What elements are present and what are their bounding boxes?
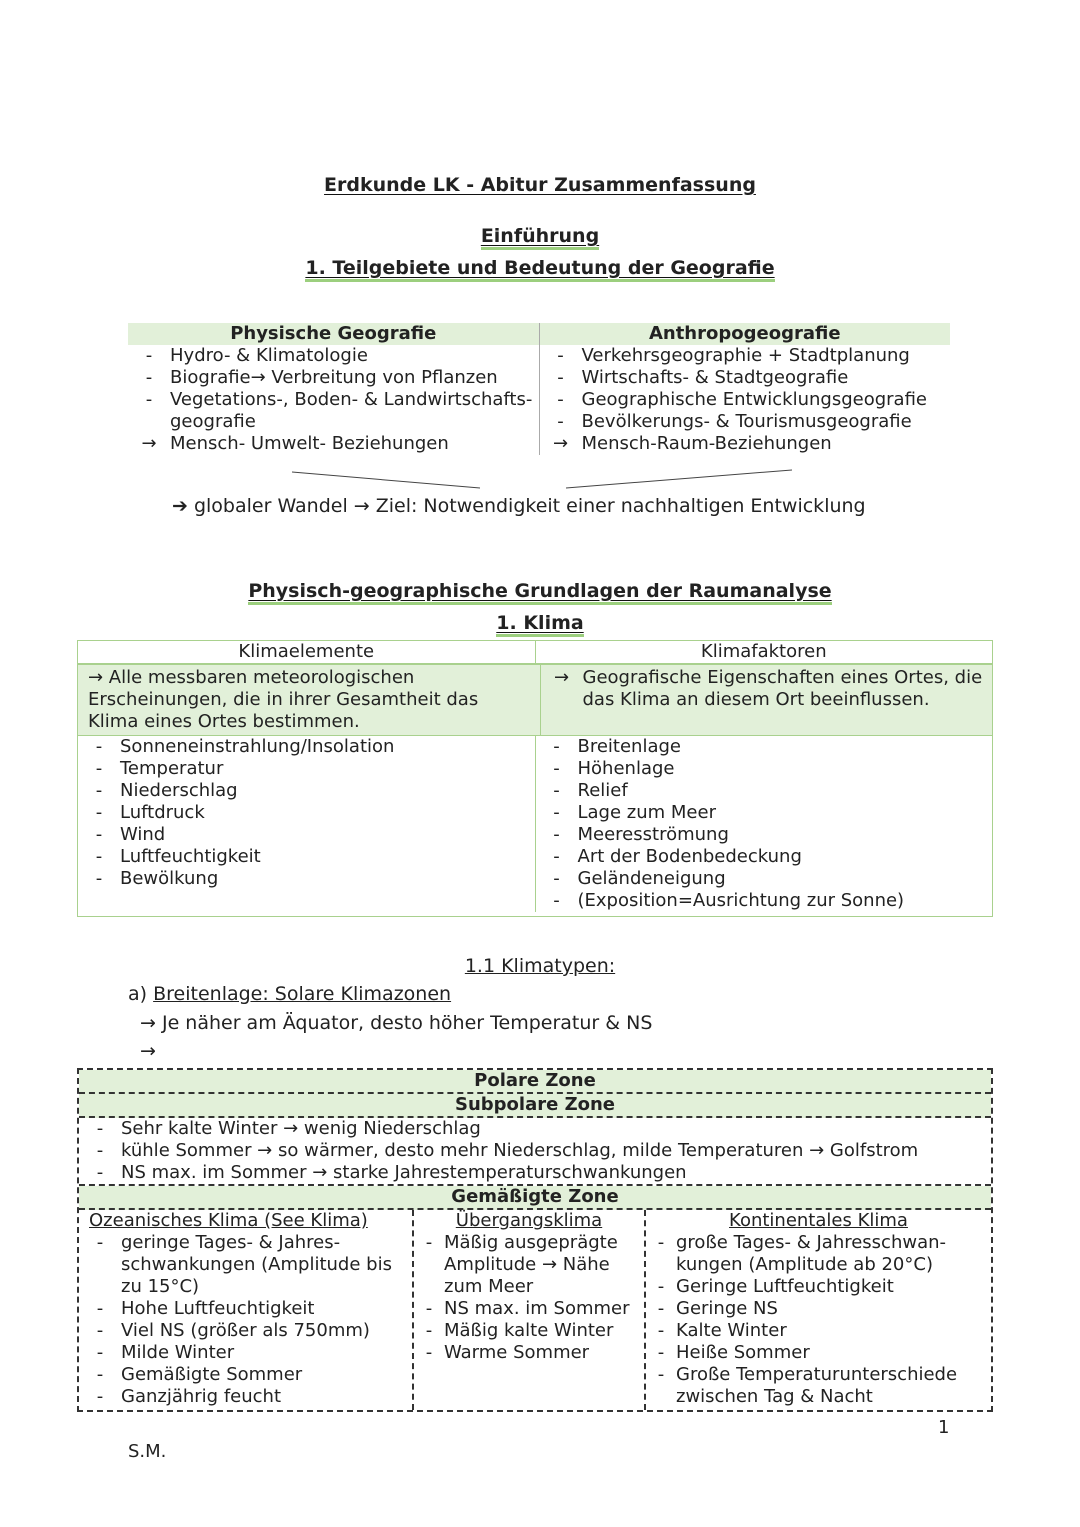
list-item [79, 1342, 412, 1364]
bullet-mark: - [553, 802, 560, 823]
list-item-text: Vegetations-, Boden- & Landwirtschafts- [170, 389, 533, 410]
list-item-text: Luftfeuchtigkeit [120, 846, 261, 867]
physical-geography-header: Physische Geografie [230, 323, 437, 344]
document-title: Erdkunde LK - Abitur Zusammenfassung [324, 174, 756, 196]
bullet-mark: - [95, 780, 103, 801]
list-item [78, 736, 535, 758]
list-item-text: Niederschlag [120, 780, 238, 801]
oceanic-climate-title: Ozeanisches Klima (See Klima) [89, 1210, 368, 1231]
bullet-mark: - [425, 1298, 433, 1319]
climate-factors-header: Klimafaktoren [700, 641, 827, 662]
human-geography-header: Anthropogeografie [539, 323, 951, 345]
list-item [536, 824, 993, 846]
list-item-text: Wind [120, 824, 166, 845]
bullet-mark: - [95, 802, 103, 823]
list-item [79, 1386, 412, 1408]
list-item-text: Warme Sommer [444, 1342, 590, 1363]
bullet-mark: - [96, 1320, 104, 1341]
list-item-text: Wirtschafts- & Stadtgeografie [581, 367, 849, 388]
list-item-text: Breitenlage [577, 736, 681, 757]
list-item [78, 802, 535, 824]
bullet-mark: - [557, 367, 564, 388]
list-item [646, 1232, 991, 1254]
list-item-text: Luftdruck [120, 802, 205, 823]
bullet-mark [79, 1254, 121, 1276]
bullet-mark: - [96, 1118, 104, 1139]
list-item-text: Geringe NS [676, 1298, 778, 1319]
climate-factors-definition: Geografische Eigenschaften eines Ortes, die das Klima an diesem Ort beeinflussen. [582, 667, 983, 710]
bullet-mark: - [557, 411, 564, 432]
transitional-climate-title: Übergangsklima [455, 1210, 603, 1231]
list-item-text: Ganzjährig feucht [121, 1386, 282, 1407]
list-item-text: Meeresströmung [577, 824, 729, 845]
list-item-text: Kalte Winter [676, 1320, 787, 1341]
continental-climate-title: Kontinentales Klima [729, 1210, 908, 1231]
list-item [536, 868, 993, 890]
climate-types-heading: 1.1 Klimatypen: [464, 955, 616, 977]
list-item-text: große Tages- & Jahresschwan- [676, 1232, 947, 1253]
bullet-mark: - [553, 868, 560, 889]
list-item-text: Biografie→ Verbreitung von Pflanzen [170, 367, 498, 388]
list-item-text: Hydro- & Klimatologie [170, 345, 368, 366]
climate-elements-definition: → Alle messbaren meteorologischen Erscheinungen, die in ihrer Gesamtheit das Klima eines Ortes bestimmen. [78, 665, 541, 735]
climate-heading: 1. Klima [0, 612, 1080, 634]
list-item-text: Sonneneinstrahlung/Insolation [120, 736, 395, 757]
transitional-climate-column [414, 1210, 646, 1410]
temperate-zone-header: Gemäßigte Zone [79, 1186, 991, 1210]
list-item [536, 846, 993, 868]
list-item [78, 846, 535, 868]
latitude-note: → Je näher am Äquator, desto höher Temperatur & NS [140, 1012, 653, 1034]
list-item [414, 1342, 644, 1364]
list-item-text: NS max. im Sommer → starke Jahrestemperaturschwankungen [121, 1162, 687, 1183]
list-item-text: geringe Tages- & Jahres- [121, 1232, 341, 1253]
list-item-text: zu 15°C) [121, 1276, 200, 1297]
list-item [79, 1118, 991, 1140]
list-item-text: Geländeneigung [577, 868, 726, 889]
list-item-text: Gemäßigte Sommer [121, 1364, 303, 1385]
bullet-mark [79, 1276, 121, 1298]
bullet-mark: - [553, 736, 560, 757]
section2-heading: Physisch-geographische Grundlagen der Raumanalyse [0, 580, 1080, 602]
list-item-text: Viel NS (größer als 750mm) [121, 1320, 370, 1341]
list-item [536, 890, 993, 912]
list-item-text: Mäßig kalte Winter [444, 1320, 614, 1341]
bullet-mark: - [557, 389, 564, 410]
list-item [646, 1298, 991, 1320]
bullet-mark: - [557, 345, 564, 366]
list-item [414, 1320, 644, 1342]
bullet-mark: - [96, 1364, 104, 1385]
bullet-mark: - [425, 1232, 433, 1253]
list-item [78, 824, 535, 846]
list-item-text: Verkehrsgeographie + Stadtplanung [581, 345, 910, 366]
list-item-text: Große Temperaturunterschiede [676, 1364, 958, 1385]
list-item-text: Mäßig ausgeprägte [444, 1232, 618, 1253]
bullet-mark [414, 1276, 444, 1298]
bullet-mark: - [95, 758, 103, 779]
list-item [646, 1276, 991, 1298]
bullet-mark: - [553, 890, 560, 911]
bullet-mark: - [425, 1320, 433, 1341]
bullet-mark: - [657, 1342, 665, 1363]
bullet-mark: - [96, 1342, 104, 1363]
climate-elements-header: Klimaelemente [78, 641, 536, 663]
bullet-mark: - [95, 868, 103, 889]
list-item-text: Bewölkung [120, 868, 219, 889]
bullet-mark [646, 1254, 676, 1276]
list-item [414, 1232, 644, 1254]
bullet-mark [414, 1254, 444, 1276]
list-item [78, 758, 535, 780]
list-item-text: (Exposition=Ausrichtung zur Sonne) [577, 890, 905, 911]
list-item [79, 1232, 412, 1254]
bullet-mark: - [96, 1140, 104, 1161]
list-item [646, 1342, 991, 1364]
list-item [414, 1254, 644, 1276]
list-item [536, 736, 993, 758]
list-item-text: Amplitude → Nähe [444, 1254, 610, 1275]
list-item [79, 1140, 991, 1162]
list-item [79, 1162, 991, 1184]
list-item [414, 1298, 644, 1320]
list-item [646, 1364, 991, 1386]
list-item [79, 1254, 412, 1276]
list-item [646, 1320, 991, 1342]
bullet-mark: - [145, 345, 153, 366]
bullet-mark: - [96, 1162, 104, 1183]
bullet-mark: - [553, 758, 560, 779]
list-item-text: Geographische Entwicklungsgeografie [581, 389, 927, 410]
list-item-text: geografie [170, 411, 256, 432]
list-item-text: Mensch- Umwelt- Beziehungen [170, 433, 449, 454]
bullet-mark: - [553, 846, 560, 867]
list-item [79, 1276, 412, 1298]
climate-elements-table: Klimaelemente Klimafaktoren → Alle messbaren meteorologischen Erscheinungen, die in ihrer Gesamtheit das Klima eines Ortes bestimmen. → Geografische Eigenschaften eines Ortes, die das Klima an diesem Ort beeinflussen. - Sonneneinstrahlung/Insolation - Temperatur - Niederschlag - Luftdruck - Wind - Luftfeuchtigkeit - Bewölkung - Breitenlage - Höhenlage - Relief - Lage zum Meer - Meeresströmung - Art der Bodenbedeckung - Geländeneigung - (Exposition=Ausrichtung zur Sonne) [77, 640, 993, 917]
list-item-text: schwankungen (Amplitude bis [121, 1254, 392, 1275]
list-item [536, 802, 993, 824]
bullet-mark: - [657, 1298, 665, 1319]
list-item-text: kühle Sommer → so wärmer, desto mehr Niederschlag, milde Temperaturen → Golfstrom [121, 1140, 919, 1161]
section1-heading: 1. Teilgebiete und Bedeutung der Geografie [0, 257, 1080, 279]
list-item-text: Hohe Luftfeuchtigkeit [121, 1298, 315, 1319]
conclusion-line: ➔ globaler Wandel → Ziel: Notwendigkeit einer nachhaltigen Entwicklung [172, 495, 866, 517]
list-item-text: Milde Winter [121, 1342, 235, 1363]
bullet-mark [646, 1386, 676, 1408]
bullet-mark: - [96, 1232, 104, 1253]
polar-zone-header: Polare Zone [79, 1070, 991, 1094]
bullet-mark: - [657, 1232, 665, 1253]
list-item-text: Heiße Sommer [676, 1342, 810, 1363]
list-item [414, 1276, 644, 1298]
list-item [536, 780, 993, 802]
list-item [78, 780, 535, 802]
author-initials: S.M. [128, 1441, 167, 1462]
list-item-text: zwischen Tag & Nacht [676, 1386, 873, 1407]
intro-heading: Einführung [0, 225, 1080, 247]
climate-zones-table [77, 1068, 993, 1412]
list-item-text: Sehr kalte Winter → wenig Niederschlag [121, 1118, 481, 1139]
bullet-mark: → [552, 433, 569, 454]
bullet-mark: - [95, 736, 103, 757]
list-item-text: kungen (Amplitude ab 20°C) [676, 1254, 933, 1275]
list-item-text: Lage zum Meer [577, 802, 716, 823]
list-item-text: Mensch-Raum-Beziehungen [581, 433, 832, 454]
list-item-text: Art der Bodenbedeckung [577, 846, 802, 867]
list-item-text: Geringe Luftfeuchtigkeit [676, 1276, 894, 1297]
page-number: 1 [938, 1417, 950, 1438]
list-item-text: Höhenlage [577, 758, 675, 779]
list-item [646, 1386, 991, 1408]
list-item-text: zum Meer [444, 1276, 534, 1297]
bullet-mark: - [657, 1320, 665, 1341]
list-item [78, 868, 535, 890]
bullet-mark: - [553, 824, 560, 845]
bullet-mark: - [95, 846, 103, 867]
list-item [79, 1298, 412, 1320]
list-item-text: Bevölkerungs- & Tourismusgeografie [581, 411, 912, 432]
bullet-mark: - [96, 1298, 104, 1319]
list-item-text: NS max. im Sommer [444, 1298, 630, 1319]
bullet-mark: - [145, 389, 153, 410]
bullet-mark: - [425, 1342, 433, 1363]
continental-climate-column [646, 1210, 991, 1410]
subpolar-zone-header: Subpolare Zone [79, 1094, 991, 1118]
climate-factors-list [536, 736, 993, 912]
bullet-mark: - [657, 1364, 665, 1385]
list-item-text: Relief [577, 780, 628, 801]
bullet-mark: - [657, 1276, 665, 1297]
latitude-subheading: a) Breitenlage: Solare Klimazonen [128, 983, 452, 1005]
climate-elements-list [78, 736, 536, 912]
bullet-mark: - [95, 824, 103, 845]
list-item [79, 1364, 412, 1386]
list-item [646, 1254, 991, 1276]
oceanic-climate-column [79, 1210, 414, 1410]
empty-arrow-note: → [140, 1040, 156, 1062]
list-item [79, 1320, 412, 1342]
bullet-mark: - [96, 1386, 104, 1407]
bullet-mark: - [553, 780, 560, 801]
list-item-text: Temperatur [120, 758, 224, 779]
subpolar-zone-list [79, 1118, 991, 1186]
list-item [536, 758, 993, 780]
bullet-mark: - [145, 367, 153, 388]
bullet-mark: → [141, 433, 157, 454]
